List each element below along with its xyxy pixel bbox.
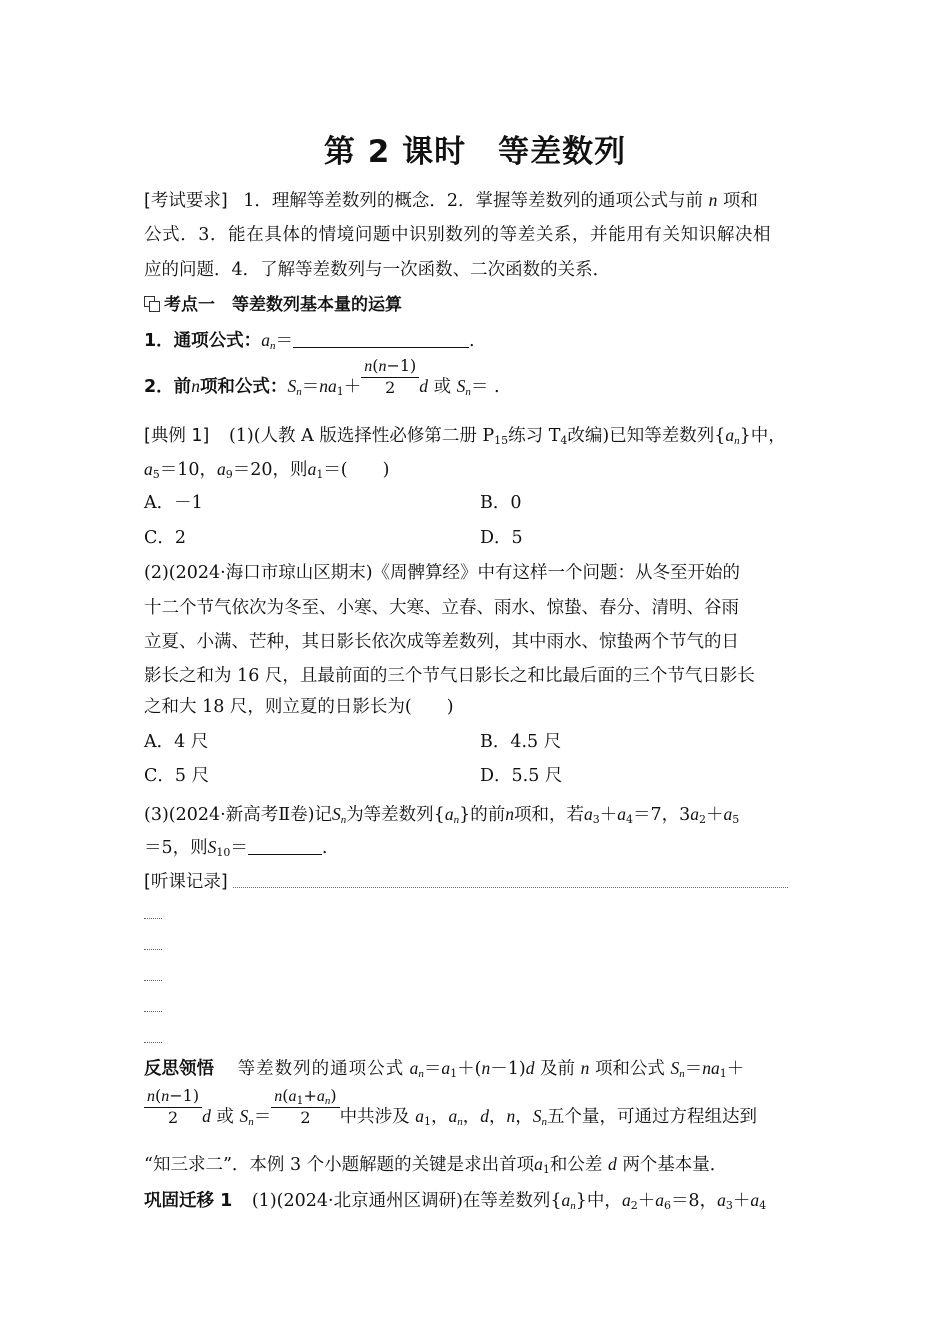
option-a[interactable]: A．4 尺 [144,732,209,752]
q2-line-5: 之和大 18 尺，则立夏的日影长为( ) [144,697,454,717]
q3-line-2: ＝5，则$S_{10}=$ . [144,837,328,859]
kaodian-icon [144,296,160,312]
reflection-line-1: 反思领悟 等差数列的通项公式 $a_n=a_1+(n-1)d$ 及前 n 项和公式 $S_n=na_1+$ [144,1058,745,1080]
option-c[interactable]: C．2 [144,528,187,548]
requirements-line-2: 公式．3．能在具体的情境问题中识别数列的等差关系，并能用有关知识解决相 [144,225,772,245]
record-line[interactable] [144,980,162,981]
option-c[interactable]: C．5 尺 [144,766,210,786]
reflection-line-3: “知三求二”．本例 3 个小题解题的关键是求出首项$a_1$和公差 d 两个基本量． [144,1154,728,1176]
q2-options-row-2 [144,762,814,790]
requirements-line-1: [考试要求] 1．理解等差数列的概念．2．掌握等差数列的通项公式与前 n 项和 [144,190,758,211]
example-1-line-1: [典例 1] (1)(人教 A 版选择性必修第二册 $P_{15}$练习 $T_4$改编)已知等差数列$\{a_n\}$中， [144,425,786,447]
record-line[interactable] [144,1011,162,1012]
answer-blank[interactable] [293,329,469,348]
example-tag: [典例 1] [144,426,210,446]
q2-line-3: 立夏、小满、芒种，其日影长依次成等差数列，其中雨水、惊蛰两个节气的日 [144,632,739,652]
record-line[interactable] [144,949,162,950]
consolidate-tag: 巩固迁移 1 [144,1191,233,1211]
formula-sum: 2．前n项和公式：$S_n=na_1+$ $\frac{n(n-1)}{2}$ d 或 $S_n=$ . [144,355,500,398]
q2-line-2: 十二个节气依次为冬至、小寒、大寒、立春、雨水、惊蛰、春分、清明、谷雨 [144,598,739,618]
page-title: 第 2 课时 等差数列 [323,134,627,170]
q2-line-1: (2)(2024·海口市琼山区期末)《周髀算经》中有这样一个问题：从冬至开始的 [144,563,741,583]
option-b[interactable]: B．0 [480,493,522,513]
record-line[interactable] [144,1042,162,1043]
option-d[interactable]: D．5 [480,528,523,548]
option-d[interactable]: D．5.5 尺 [480,766,563,786]
option-b[interactable]: B．4.5 尺 [480,732,562,752]
q3-line-1: (3)(2024·新高考Ⅱ卷)记$S_n$为等差数列$\{a_n\}$的前n项和，若$a_3+a_4=7$，$3a_2+a_5$ [144,804,740,826]
requirements-tag: [考试要求] [144,191,228,211]
q1-options-row-2 [144,524,814,552]
record-line[interactable] [144,918,162,919]
example-1-line-2: $a_5=10$，$a_9=20$，则$a_1=$( ) [144,459,390,481]
option-a[interactable]: A．－1 [144,493,203,513]
requirements-line-3: 应的问题．4．了解等差数列与一次函数、二次函数的关系． [144,260,611,280]
reflection-tag: 反思领悟 [144,1059,214,1079]
reflection-line-2: $\frac{n(n-1)}{2}$ d 或 $S_n=$ $\frac{n(a_1+a_n)}{2}$ 中共涉及 $a_1$，$a_n$，d，n，$S_n$五个量，可通过方程组达到 [144,1102,814,1131]
formula-general-term: 1．通项公式：$a_n=$ . [144,330,475,352]
q2-line-4: 影长之和为 16 尺，且最前面的三个节气日影长之和比最后面的三个节气日影长 [144,666,755,686]
q1-options-row-1 [144,489,814,517]
consolidate-line-1: 巩固迁移 1 (1)(2024·北京通州区调研)在等差数列$\{a_n\}$中，$a_2+a_6=8$，$a_3+a_4$ [144,1190,767,1212]
answer-blank[interactable] [248,836,322,855]
section-heading: 考点一 等差数列基本量的运算 [144,291,814,319]
q2-options-row-1 [144,728,814,756]
record-label: [听课记录] [144,872,228,892]
record-line[interactable] [233,887,788,888]
